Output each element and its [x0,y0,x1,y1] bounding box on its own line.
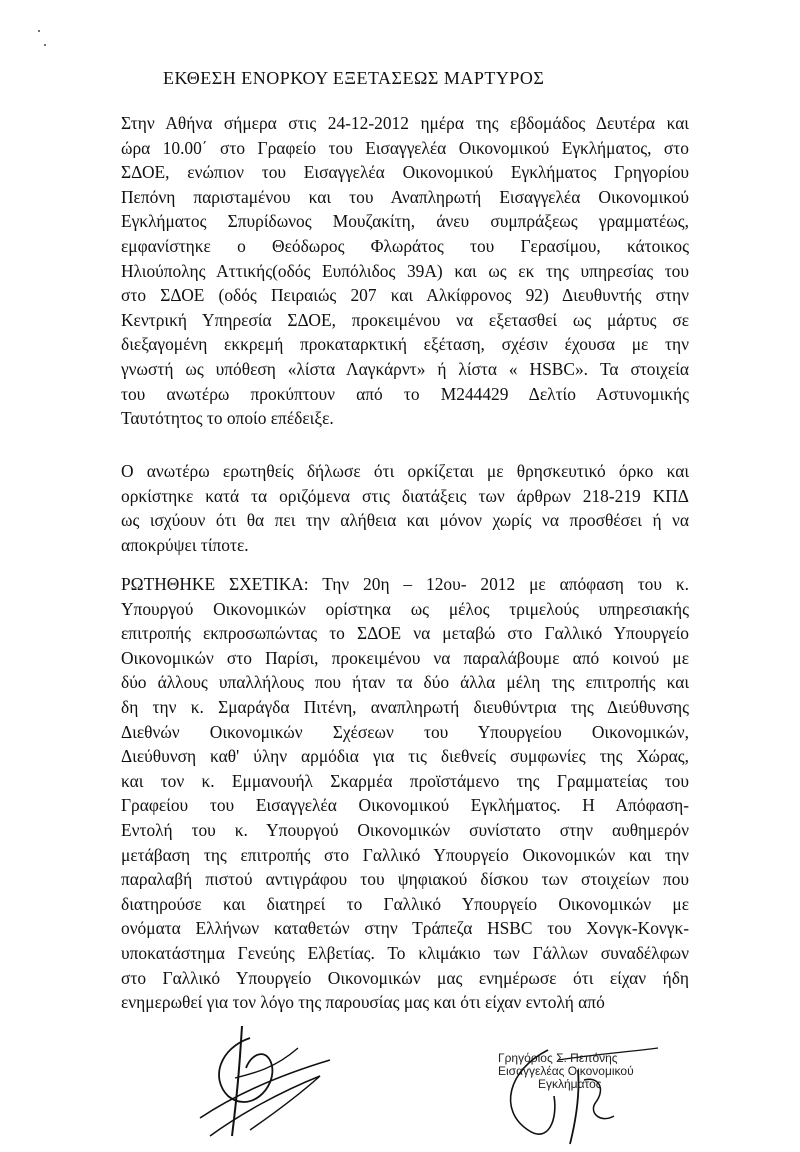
text-line: μετάβαση της επιτροπής στο Γαλλικό Υπουργείο Οικονομικών και την [121,844,689,865]
text-line: Στην Αθήνα σήμερα στις 24-12-2012 ημέρα της εβδομάδος Δευτέρα και [121,113,689,133]
text-line: παραλαβή πιστού αντιγράφου του ψηφιακού δίσκου των στοιχείων που [121,869,689,890]
scan-speck [38,30,40,32]
paragraph-testimony [121,572,689,1015]
document-title: ΕΚΘΕΣΗ ΕΝΟΡΚΟΥ ΕΞΕΤΑΣΕΩΣ ΜΑΡΤΥΡΟΣ [163,68,545,88]
paragraph-opening [121,111,689,431]
text-line: δη την κ. Σμαράγδα Πιτένη, αναπληρωτή διευθύντρια της Διεύθυνσης [121,696,689,717]
text-line: Εγκλήματος Σπυρίδωνος Μουζακίτη, άνευ συμπράξεως γραμματέως, [121,211,689,232]
text-line: Κεντρική Υπηρεσία ΣΔΟΕ, προκειμένου να εξετασθεί ως μάρτυς σε [121,309,689,330]
stamp-role: Εισαγγελέας Οικονομικού [498,1064,634,1078]
stamp-role-2: Εγκλήματος [538,1077,602,1091]
text-line: Οικονομικών στο Παρίσι, προκειμένου να παραλάβουμε από κοινού με [121,647,689,668]
text-line: δύο άλλους υπαλλήλους που ήταν τα δύο άλλα μέλη της επιτροπής και [121,672,689,693]
text-line: του ανωτέρω προκύπτουν από το Μ244429 Δελτίο Αστυνομικής [121,383,689,404]
text-line: διεξαγομένη εκκρεμή προκαταρκτική εξέταση, σχέσιν έχουσα με την [121,334,689,355]
text-line: στο Γαλλικό Υπουργείο Οικονομικών μας ενημέρωσε ότι είχαν ήδη [121,967,689,988]
text-line: ενημερωθεί για τον λόγο της παρουσίας μας και ότι είχαν εντολή από [121,992,605,1013]
text-line: Ηλιούπολης Αττικής(οδός Ευπόλιδος 39Α) και ως εκ της υπηρεσίας του [121,260,689,281]
text-line: Εντολή του κ. Υπουργού Οικονομικών συνίστατο στην αυθημερόν [121,819,689,840]
text-line: ώρα 10.00΄ στο Γραφείο του Εισαγγελέα Οικονομικού Εγκλήματος, στο [121,137,689,158]
text-line: γνωστή ως υπόθεση «λίστα Λαγκάρντ» ή λίστα « HSBC». Τα στοιχεία [121,358,689,379]
text-line: Υπουργού Οικονομικών ορίστηκα ως μέλος τριμελούς υπηρεσιακής [121,598,689,619]
text-line: επιτροπής εκπροσωπώντας το ΣΔΟΕ να μεταβώ στο Γαλλικό Υπουργείο [121,623,689,644]
text-line: ΣΔΟΕ, ενώπιον του Εισαγγελέα Οικονομικού Εγκλήματος Γρηγορίου [121,162,689,183]
text-line: Πεπόνη παριστaμένου και του Αναπληρωτή Εισαγγελέα Οικονομικού [121,186,689,207]
witness-signature [180,1018,340,1148]
scan-speck [44,44,46,46]
text-line: και τον κ. Εμμανουήλ Σκαρμέα προϊστάμενο της Γραμματείας του [121,770,689,791]
prosecutor-signature [488,1040,668,1150]
text-line: ονόματα Ελλήνων καταθετών στην Τράπεζα HSBC του Χονγκ-Κονγκ- [121,918,689,939]
text-line: Διεύθυνση καθ' ύλην αρμόδια για τις διεθνείς συμφωνίες της Χώρας, [121,746,689,767]
text-line: αποκρύψει τίποτε. [121,534,249,555]
text-line: Ταυτότητος το οποίο επέδειξε. [121,408,334,429]
text-line: υποκατάστημα Γενεύης Ελβετίας. Το κλιμάκιο των Γάλλων συναδέλφων [121,942,689,963]
text-line: ορκίστηκε κατά τα οριζόμενα στις διατάξεις των άρθρων 218-219 ΚΠΔ [121,485,689,506]
stamp-name: Γρηγόριος Σ. Πεπόνης [498,1051,618,1065]
text-line: στο ΣΔΟΕ (οδός Πειραιώς 207 και Αλκίφρονος 92) Διευθυντής στην [121,285,689,306]
text-line: εμφανίστηκε ο Θεόδωρος Φλωράτος του Γερασίμου, κάτοικος [121,235,689,256]
paragraph-oath [121,459,689,557]
text-line: Γραφείου του Εισαγγελέα Οικονομικού Εγκλήματος. Η Απόφαση- [121,795,689,816]
text-line: Διεθνών Οικονομικών Σχέσεων του Υπουργείου Οικονομικών, [121,721,689,742]
text-line: Ο ανωτέρω ερωτηθείς δήλωσε ότι ορκίζεται με θρησκευτικό όρκο και [121,461,689,481]
text-line: διατηρούσε και διατηρεί το Γαλλικό Υπουργείο Οικονομικών με [121,893,689,914]
text-line: ως ισχύουν ότι θα πει την αλήθεια και μόνον χωρίς να προσθέσει ή να [121,510,689,531]
text-line: ΡΩΤΗΘΗΚΕ ΣΧΕΤΙΚΑ: Την 20η – 12ου- 2012 με απόφαση του κ. [121,574,689,594]
